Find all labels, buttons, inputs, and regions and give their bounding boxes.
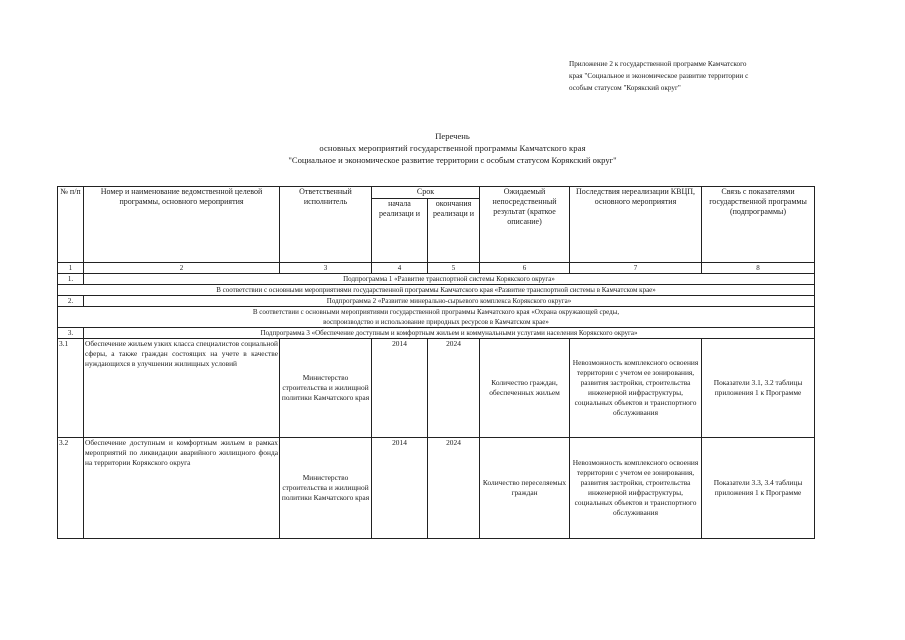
table-row (58, 438, 815, 539)
row-end: 2024 (428, 339, 480, 438)
appendix-note (569, 58, 809, 94)
row-link: Показатели 3.3, 3.4 таблицы приложения 1 к Программе (702, 438, 815, 539)
col-number-6: 6 (480, 263, 570, 274)
row-start: 2014 (372, 438, 428, 539)
row-link: Показатели 3.1, 3.2 таблицы приложения 1 к Программе (702, 339, 815, 438)
header-link: Связь с показателями государственной программы (подпрограммы) (702, 187, 815, 263)
document-title (0, 130, 905, 166)
row-result: Количество граждан, обеспеченных жильем (480, 339, 570, 438)
title-line-1: Перечень (435, 131, 470, 141)
subprogram-1-note: В соответствии с основными мероприятиями государственной программы Камчатского края «Развитие транспортной системы в Камчатском крае» (58, 285, 815, 296)
row-executor: Министерство строительства и жилищной политики Камчатского края (280, 339, 372, 438)
header-term: Срок (372, 187, 480, 199)
subprogram-2-title: Подпрограмма 2 «Развитие минерально-сырьевого комплекса Корякского округа» (84, 296, 815, 307)
appendix-line-3: особым статусом "Корякский округ" (569, 84, 681, 92)
subprogram-1-title: Подпрограмма 1 «Развитие транспортной системы Корякского округа» (84, 274, 815, 285)
activities-table (57, 186, 815, 539)
col-number-4: 4 (372, 263, 428, 274)
row-num: 3.2 (58, 438, 84, 539)
header-end: окончания реализаци и (428, 199, 480, 263)
row-consequences: Невозможность комплексного освоения территории с учетом ее зонирования, развития застройки, строительства инженерной инфраструктуры, социальных объектов и транспортного обслуживания (570, 438, 702, 539)
subprogram-1-note-row (58, 285, 815, 296)
col-number-5: 5 (428, 263, 480, 274)
row-num: 3.1 (58, 339, 84, 438)
title-line-2: основных мероприятий государственной программы Камчатского края (319, 143, 586, 153)
header-result: Ожидаемый непосредственный результат (краткое описание) (480, 187, 570, 263)
subprogram-3-num: 3. (58, 328, 84, 339)
subprogram-2-num: 2. (58, 296, 84, 307)
appendix-line-2: края "Социальное и экономическое развитие территории с (569, 72, 749, 80)
subprogram-2-note-line-1: В соответствии с основными мероприятиями государственной программы Камчатского края «Охрана окружающей среды, (252, 308, 620, 316)
col-number-8: 8 (702, 263, 815, 274)
row-result: Количество переселяемых граждан (480, 438, 570, 539)
col-number-3: 3 (280, 263, 372, 274)
col-number-1: 1 (58, 263, 84, 274)
subprogram-3-row (58, 328, 815, 339)
row-name: Обеспечение доступным и комфортным жильем в рамках мероприятий по ликвидации аварийного жилищного фонда на территории Корякского округа (84, 438, 280, 539)
col-number-7: 7 (570, 263, 702, 274)
subprogram-2-note-line-2: воспроизводство и использование природных ресурсов в Камчатском крае» (323, 318, 549, 326)
row-executor: Министерство строительства и жилищной политики Камчатского края (280, 438, 372, 539)
subprogram-2-note-row (58, 307, 815, 328)
subprogram-3-title: Подпрограмма 3 «Обеспечение доступным и комфортным жильем и коммунальными услугами населения Корякского округа» (84, 328, 815, 339)
subprogram-1-num: 1. (58, 274, 84, 285)
table-row (58, 339, 815, 438)
col-number-2: 2 (84, 263, 280, 274)
column-number-row (58, 263, 815, 274)
appendix-line-1: Приложение 2 к государственной программе Камчатского (569, 60, 747, 68)
subprogram-1-row (58, 274, 815, 285)
subprogram-2-note (58, 307, 815, 328)
title-line-3: "Социальное и экономическое развитие территории с особым статусом Корякский округ" (288, 155, 617, 165)
row-end: 2024 (428, 438, 480, 539)
row-start: 2014 (372, 339, 428, 438)
subprogram-2-row (58, 296, 815, 307)
header-executor: Ответственный исполнитель (280, 187, 372, 263)
header-num: № п/п (58, 187, 84, 263)
row-name: Обеспечение жильем узких класса специалистов социальной сферы, а также граждан состоящих на учете в качестве нуждающихся в улучшении жилищных условий (84, 339, 280, 438)
header-name: Номер и наименование ведомственной целевой программы, основного мероприятия (84, 187, 280, 263)
header-row (58, 187, 815, 199)
row-consequences: Невозможность комплексного освоения территории с учетом ее зонирования, развития застройки, строительства инженерной инфраструктуры, социальных объектов и транспортного обслуживания (570, 339, 702, 438)
header-start: начала реализаци и (372, 199, 428, 263)
header-consequences: Последствия нереализации КВЦП, основного мероприятия (570, 187, 702, 263)
